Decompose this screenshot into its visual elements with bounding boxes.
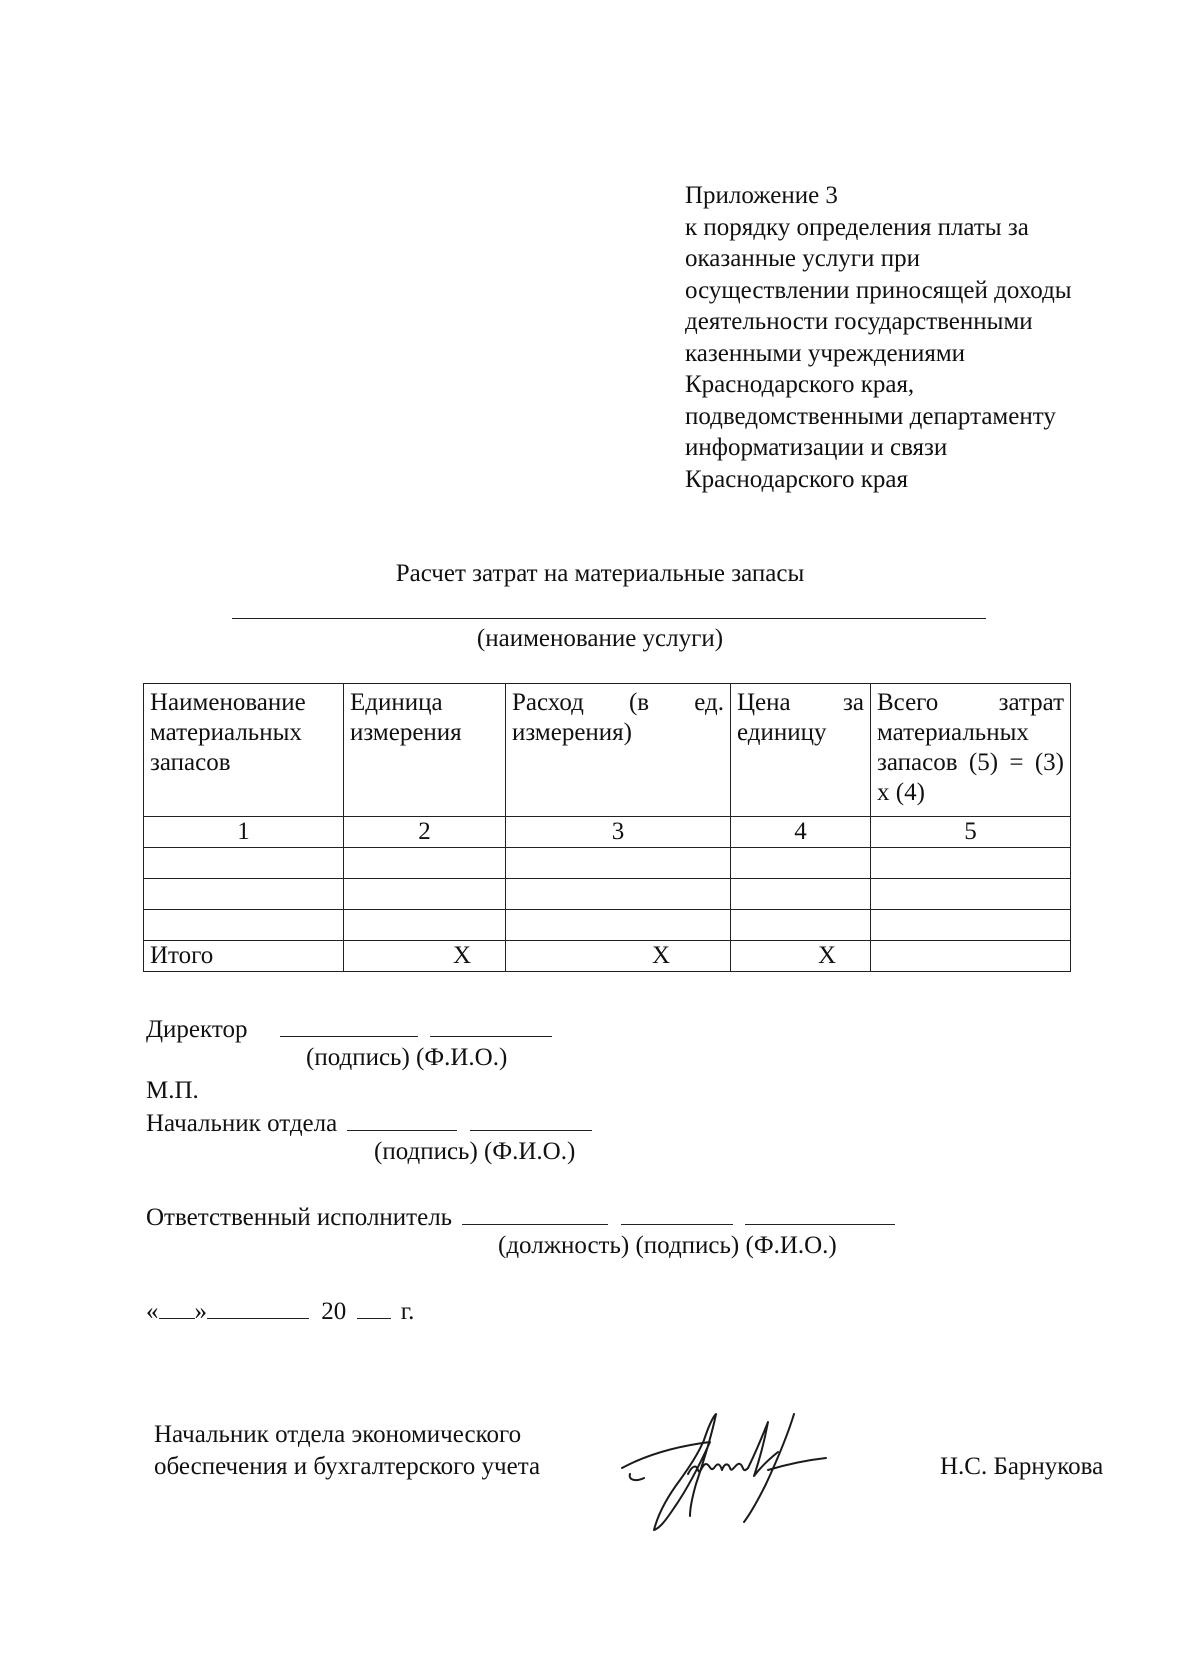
table-row [144, 910, 1071, 941]
day-blank [159, 1294, 195, 1319]
head-of-department-line [146, 1106, 592, 1139]
total-mark: X [731, 941, 871, 972]
column-number: 4 [731, 817, 871, 848]
table-cell [144, 910, 344, 941]
executor-name-blank [745, 1200, 895, 1225]
date-close-quote: » [194, 1298, 207, 1325]
executor-caption: (должность) (подпись) (Ф.И.О.) [498, 1232, 837, 1259]
appendix-line: деятельности государственными [685, 308, 1033, 335]
year-blank [357, 1294, 391, 1319]
service-name-line [232, 618, 986, 619]
table-cell [871, 848, 1071, 879]
column-number: 2 [344, 817, 506, 848]
appendix-header [685, 180, 1155, 495]
footer-position-line2: обеспечения и бухгалтерского учета [154, 1453, 541, 1480]
table-cell [506, 910, 731, 941]
handwritten-signature [618, 1404, 830, 1534]
appendix-line: Краснодарского края [685, 465, 908, 493]
table-row [144, 848, 1071, 879]
total-mark: X [344, 941, 506, 972]
table-cell [871, 879, 1071, 910]
executor-label: Ответственный исполнитель [146, 1204, 453, 1231]
costs-table [143, 683, 1071, 972]
header-unit: Единица измерения [344, 684, 506, 817]
table-total-row [144, 941, 1071, 972]
appendix-line: информатизации и связи [685, 434, 948, 461]
table-cell [731, 879, 871, 910]
appendix-line: подведомственными департаменту [685, 402, 1056, 430]
date-line [146, 1294, 414, 1327]
date-suffix: г. [400, 1298, 415, 1325]
table-cell [344, 910, 506, 941]
column-number: 3 [506, 817, 731, 848]
column-number: 5 [871, 817, 1071, 848]
table-cell [506, 879, 731, 910]
table-cell [344, 848, 506, 879]
header-total-cost: Всего затрат материальных запасов (5) = (3) х (4) [871, 684, 1071, 817]
director-line [146, 1012, 552, 1045]
document-title: Расчет затрат на материальные запасы [395, 560, 805, 587]
date-open-quote: « [146, 1298, 159, 1325]
table-cell [144, 848, 344, 879]
table-header-row [144, 684, 1071, 817]
director-label: Директор [146, 1016, 248, 1043]
appendix-line: к порядку определения платы за [685, 213, 1029, 241]
date-year-prefix: 20 [321, 1298, 347, 1325]
appendix-line: казенными учреждениями [685, 339, 966, 367]
executor-signature-blank [621, 1200, 733, 1225]
head-signature-blank [347, 1106, 457, 1131]
head-name-blank [470, 1106, 592, 1131]
table-cell [731, 910, 871, 941]
column-number: 1 [144, 817, 344, 848]
service-name-caption: (наименование услуги) [476, 625, 724, 652]
appendix-line: Приложение 3 [685, 182, 838, 209]
table-cell [871, 910, 1071, 941]
table-cell [344, 879, 506, 910]
table-cell [871, 941, 1071, 972]
header-unit-price: Цена за единицу [731, 684, 871, 817]
footer-signer-name: Н.С. Барнукова [940, 1453, 1104, 1480]
executor-line [146, 1200, 895, 1233]
table-cell [731, 848, 871, 879]
director-name-blank [430, 1012, 552, 1037]
month-blank [207, 1294, 309, 1319]
table-cell [506, 848, 731, 879]
head-caption: (подпись) (Ф.И.О.) [374, 1138, 576, 1165]
table-cell [144, 879, 344, 910]
stamp-mark: М.П. [146, 1077, 199, 1104]
header-material-name: Наименование материальных запасов [144, 684, 344, 817]
table-row [144, 879, 1071, 910]
executor-position-blank [462, 1200, 608, 1225]
total-label: Итого [144, 941, 344, 972]
appendix-line: осуществлении приносящей доходы [685, 276, 1072, 304]
appendix-line: оказанные услуги при [685, 245, 920, 272]
director-caption: (подпись) (Ф.И.О.) [306, 1044, 508, 1071]
head-label: Начальник отдела [146, 1110, 338, 1137]
director-signature-blank [280, 1012, 418, 1037]
total-mark: X [506, 941, 731, 972]
appendix-line: Краснодарского края, [685, 371, 915, 398]
table-column-numbers-row [144, 817, 1071, 848]
header-consumption: Расход (в ед. измерения) [506, 684, 731, 817]
footer-position-line1: Начальник отдела экономического [154, 1421, 522, 1448]
